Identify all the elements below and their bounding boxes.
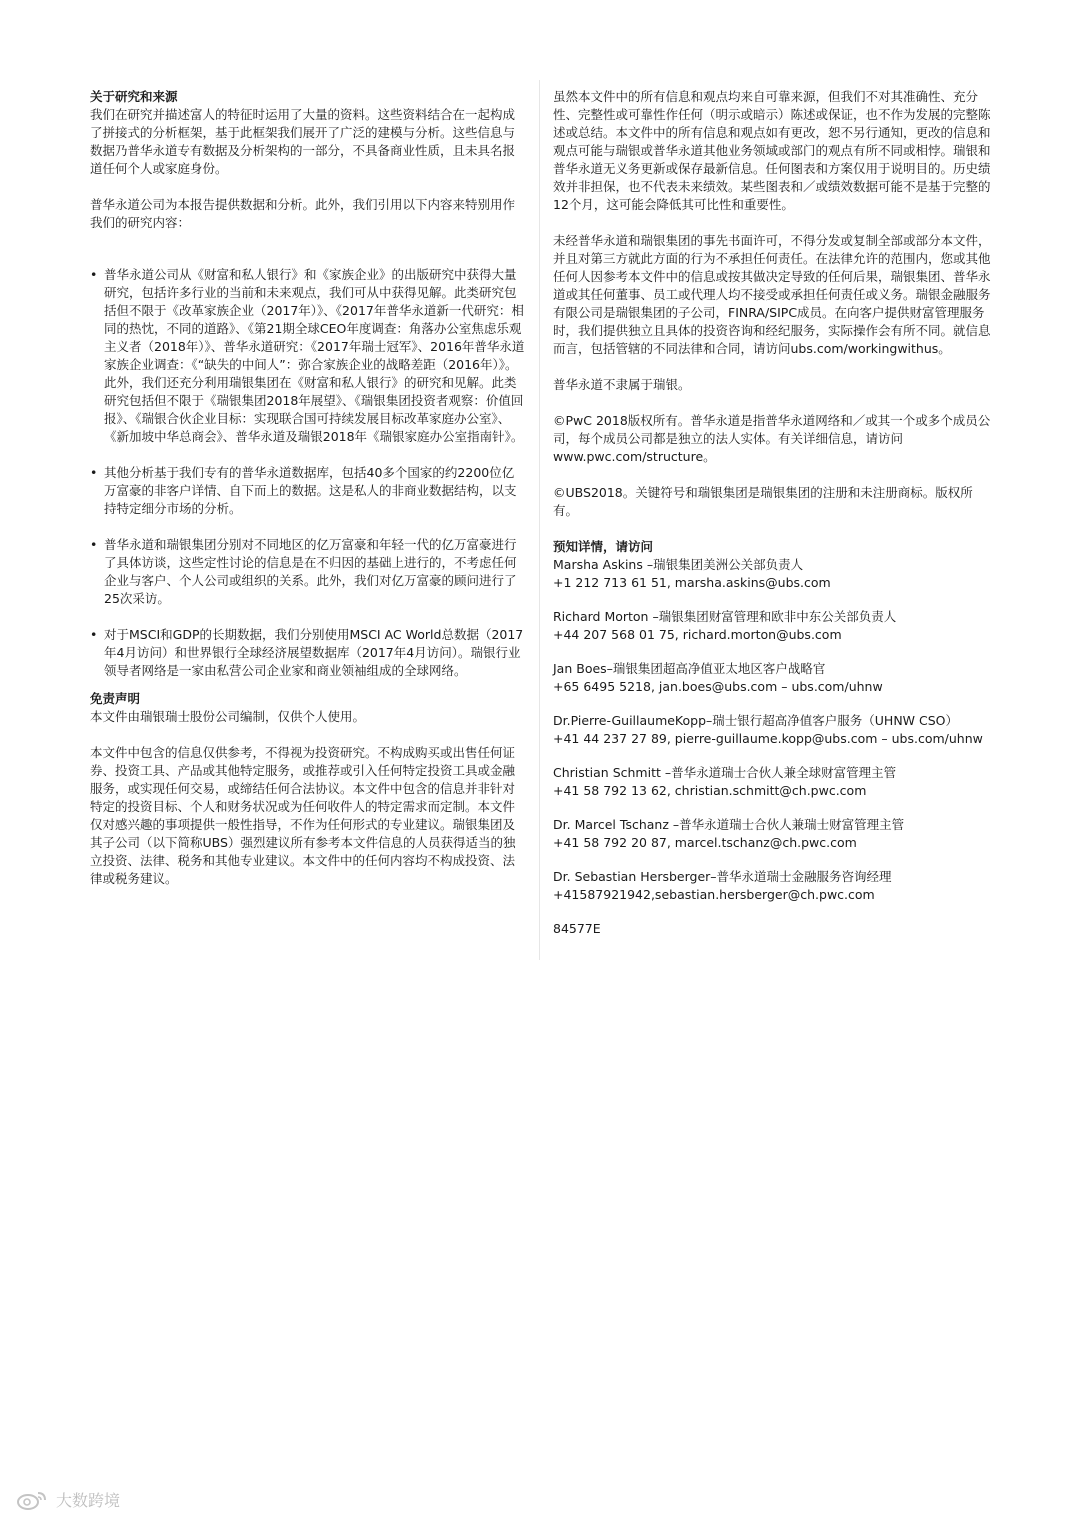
pwc-data-paragraph: 普华永道公司为本报告提供数据和分析。此外，我们引用以下内容来特别用作我们的研究内容： [90,197,516,230]
disclaimer-body: 本文件中包含的信息仅供参考，不得视为投资研究。不构成购买或出售任何证券、投资工具、产品或其他特定服务，或推荐或引入任何特定投资工具或金融服务，或实现任何交易，或缔结任何合法协议。本文件中包含的信息并非针对特定的投资目标、个人和财务状况或为任何收件人的特定需求而定制。本文件仅对感兴趣的事项提供一般性指导，不作为任何形式的专业建议。瑞银集团及其子公司（以下简称UBS）强烈建议所有参考本文件信息的人员获得适当的独立投资、法律、税务和其他专业建议。本文件中的任何内容均不构成投资、法律或税务建议。 [90,745,516,886]
contact-name: Dr.Pierre-GuillaumeKopp–瑞士银行超高净值客户服务（UHNW CSO） [553,713,959,728]
contact-info: +41 58 792 20 87, marcel.tschanz@ch.pwc.com [553,835,857,850]
contact-entry [553,556,993,592]
bullet-icon: • [90,627,98,642]
contact-heading: 预知详情，请访问 [553,539,654,554]
contact-info: +1 212 713 61 51, marsha.askins@ubs.com [553,575,831,590]
contact-name: Christian Schmitt –普华永道瑞士合伙人兼全球财富管理主管 [553,765,897,780]
bullet-icon: • [90,537,98,552]
contact-name: Dr. Sebastian Hersberger–普华永道瑞士金融服务咨询经理 [553,869,892,884]
source-list [90,266,526,680]
affiliation-paragraph: 普华永道不隶属于瑞银。 [553,377,691,392]
contact-entry [553,660,993,696]
contact-name: Dr. Marcel Tschanz –普华永道瑞士合伙人兼瑞士财富管理主管 [553,817,905,832]
ubs-copyright: ©UBS2018。关键符号和瑞银集团是瑞银集团的注册和未注册商标。版权所有。 [553,485,973,518]
watermark [16,1488,120,1511]
contact-info: +65 6495 5218, jan.boes@ubs.com – ubs.com/uhnw [553,679,883,694]
permission-paragraph: 未经普华永道和瑞银集团的事先书面许可，不得分发或复制全部或部分本文件，并且对第三方就此方面的行为不承担任何责任。在法律允许的范围内，您或其他任何人因参考本文件中的信息或按其做决定导致的任何后果，瑞银集团、普华永道或其任何董事、员工或代理人均不接受或承担任何责任或义务。瑞银金融服务有限公司是瑞银集团的子公司，FINRA/SIPC成员。在向客户提供财富管理服务时，我们提供独立且具体的投资咨询和经纪服务，实际操作会有所不同。就信息而言，包括管辖的不同法律和合同，请访问ubs.com/workingwithus。 [553,233,991,356]
contact-entry [553,608,993,644]
disclaimer-line: 本文件由瑞银瑞士股份公司编制，仅供个人使用。 [90,709,366,724]
contact-entry [553,764,993,800]
research-heading: 关于研究和来源 [90,89,178,104]
contact-info: +44 207 568 01 75, richard.morton@ubs.com [553,627,842,642]
watermark-text: 大数跨境 [56,1491,121,1510]
list-item: • 普华永道和瑞银集团分别对不同地区的亿万富豪和年轻一代的亿万富豪进行了具体访谈，这些定性讨论的信息是在不归因的基础上进行的，不考虑任何企业与客户、个人公司或组织的关系。此外，我们对亿万富豪的顾问进行了25次采访。 [90,537,517,606]
list-item: • 其他分析基于我们专有的普华永道数据库，包括40多个国家的约2200位亿万富豪的非客户详情、自下而上的数据。这是私人的非商业数据结构，以支持特定细分市场的分析。 [90,465,517,516]
contact-name: Richard Morton –瑞银集团财富管理和欧非中东公关部负责人 [553,609,897,624]
contact-info: +41587921942,sebastian.hersberger@ch.pwc.com [553,887,875,902]
bullet-icon: • [90,267,98,282]
contact-info: +41 58 792 13 62, christian.schmitt@ch.pwc.com [553,783,867,798]
document-code: 84577E [553,921,601,936]
contact-entry [553,712,993,748]
weibo-logo-icon [16,1489,50,1511]
list-item: • 普华永道公司从《财富和私人银行》和《家族企业》的出版研究中获得大量研究，包括许多行业的当前和未来观点，我们可从中获得见解。此类研究包括但不限于《改革家族企业（2017年）》、《2017年普华永道新一代研究：相同的热忱，不同的道路》、《第21期全球CEO年度调查：角落办公室焦虑乐观主义者（2018年）》、普华永道研究：《2017年瑞士冠军》、2016年普华永道家族企业调查：《“缺失的中间人”：弥合家族企业的战略差距（2016年）》。此外，我们还充分利用瑞银集团在《财富和私人银行》的研究和见解。此类研究包括但不限于《瑞银集团2018年展望》、《瑞银集团投资者观察：价值回报》、《瑞银合伙企业目标：实现联合国可持续发展目标改革家庭办公室》、《新加坡中华总商会》、普华永道及瑞银2018年《瑞银家庭办公室指南针》。 [90,267,525,444]
pwc-copyright: ©PwC 2018版权所有。普华永道是指普华永道网络和／或其一个或多个成员公司，每个成员公司都是独立的法人实体。有关详细信息，请访问www.pwc.com/structure。 [553,413,991,464]
list-item: • 对于MSCI和GDP的长期数据，我们分别使用MSCI AC World总数据（2017年4月访问）和世界银行全球经济展望数据库（2017年4月访问）。瑞银行业领导者网络是一家由私营公司企业家和商业领袖组成的全球网络。 [90,627,524,678]
left-column [90,88,526,906]
contact-name: Jan Boes–瑞银集团超高净值亚太地区客户战略官 [553,661,826,676]
contact-name: Marsha Askins –瑞银集团美洲公关部负责人 [553,557,804,572]
contact-info: +41 44 237 27 89, pierre-guillaume.kopp@ubs.com – ubs.com/uhnw [553,731,983,746]
bullet-icon: • [90,465,98,480]
right-column [553,88,993,956]
disclaimer-heading: 免责声明 [90,691,141,706]
contact-entry [553,868,993,904]
research-intro: 我们在研究并描述富人的特征时运用了大量的资料。这些资料结合在一起构成了拼接式的分析框架，基于此框架我们展开了广泛的建模与分析。这些信息与数据乃普华永道专有数据及分析架构的一部分，不具备商业性质，且未具名报道任何个人或家庭身份。 [90,107,516,176]
contact-entry [553,816,993,852]
reliability-paragraph: 虽然本文件中的所有信息和观点均来自可靠来源，但我们不对其准确性、充分性、完整性或可靠性作任何（明示或暗示）陈述或保证，也不作为发展的完整陈述或总结。本文件中的所有信息和观点如有更改，恕不另行通知，更改的信息和观点可能与瑞银或普华永道其他业务领域或部门的观点有所不同或相悖。瑞银和普华永道无义务更新或保存最新信息。任何图表和方案仅用于说明目的。历史绩效并非担保，也不代表未来绩效。某些图表和／或绩效数据可能不是基于完整的12个月，这可能会降低其可比性和重要性。 [553,89,991,212]
